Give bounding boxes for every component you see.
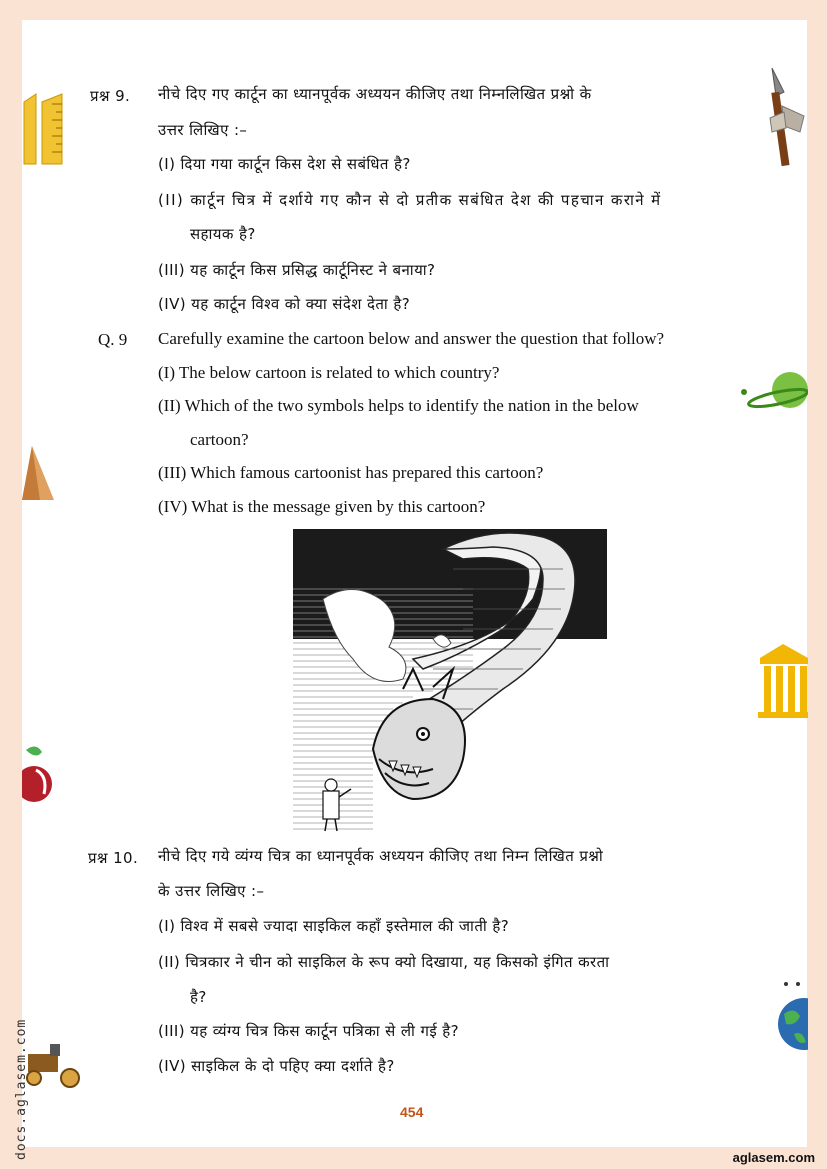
question-9-hindi-item-2-cont: सहायक है?: [190, 225, 256, 243]
question-10-hindi-item-2-cont: है?: [190, 988, 207, 1006]
question-10-hindi-item-1: (I) विश्व में सबसे ज्यादा साइकिल कहाँ इस्तेमाल की जाती है?: [158, 917, 510, 935]
question-10-hindi-intro-line-2: के उत्तर लिखिए :–: [158, 882, 265, 900]
planet-icon: [740, 368, 808, 414]
cart-icon: [22, 1040, 82, 1090]
question-9-english-item-2: (II) Which of the two symbols helps to identify the nation in the below: [158, 396, 639, 415]
question-9-english-item-1: (I) The below cartoon is related to which country?: [158, 363, 500, 382]
question-9-hindi-intro-line-2: उत्तर लिखिए :–: [158, 121, 248, 139]
question-9-english-intro: Carefully examine the cartoon below and answer the question that follow?: [158, 329, 665, 348]
question-9-hindi-item-4: (IV) यह कार्टून विश्व को क्या संदेश देता है?: [158, 295, 411, 313]
question-10-hindi-item-3: (III) यह व्यंग्य चित्र किस कार्टून पत्रिका से ली गई है?: [158, 1022, 460, 1040]
question-9-hindi-number: प्रश्न 9.: [90, 87, 131, 105]
question-9-english-item-4: (IV) What is the message given by this cartoon?: [158, 497, 486, 516]
question-9-hindi-intro-line-1: नीचे दिए गए कार्टून का ध्यानपूर्वक अध्ययन कीजिए तथा निम्नलिखित प्रश्नो के: [158, 85, 592, 103]
question-10-hindi-number: प्रश्न 10.: [88, 849, 139, 867]
page-number: 454: [400, 1104, 424, 1120]
question-9-english-item-3: (III) Which famous cartoonist has prepared this cartoon?: [158, 463, 544, 482]
ruler-icon: [22, 92, 66, 166]
question-9-english-item-2-cont: cartoon?: [190, 430, 249, 449]
pyramid-icon: [22, 444, 54, 502]
side-watermark: docs.aglasem.com: [14, 1018, 29, 1160]
temple-icon: [758, 642, 808, 720]
globe-icon: [776, 980, 808, 1052]
apple-icon: [22, 740, 54, 806]
question-10-hindi-item-4: (IV) साइकिल के दो पहिए क्या दर्शाते है?: [158, 1057, 395, 1075]
stone-tool-icon: [764, 66, 808, 168]
question-9-hindi-item-2: (II) कार्टून चित्र में दर्शाये गए कौन से दो प्रतीक सबंधित देश की पहचान कराने में: [158, 191, 662, 209]
question-9-english-number: Q. 9: [98, 330, 128, 349]
question-9-hindi-item-3: (III) यह कार्टून किस प्रसिद्ध कार्टूनिस्ट ने बनाया?: [158, 261, 436, 279]
great-wall-dragon-cartoon: [293, 529, 607, 835]
footer-brand[interactable]: aglasem.com: [732, 1150, 815, 1165]
question-9-hindi-item-1: (I) दिया गया कार्टून किस देश से सबंधित है?: [158, 155, 411, 173]
question-10-hindi-item-2: (II) चित्रकार ने चीन को साइकिल के रूप क्यो दिखाया, यह किसको इंगित करता: [158, 953, 610, 971]
question-10-hindi-intro-line-1: नीचे दिए गये व्यंग्य चित्र का ध्यानपूर्वक अध्ययन कीजिए तथा निम्न लिखित प्रश्नो: [158, 847, 604, 865]
